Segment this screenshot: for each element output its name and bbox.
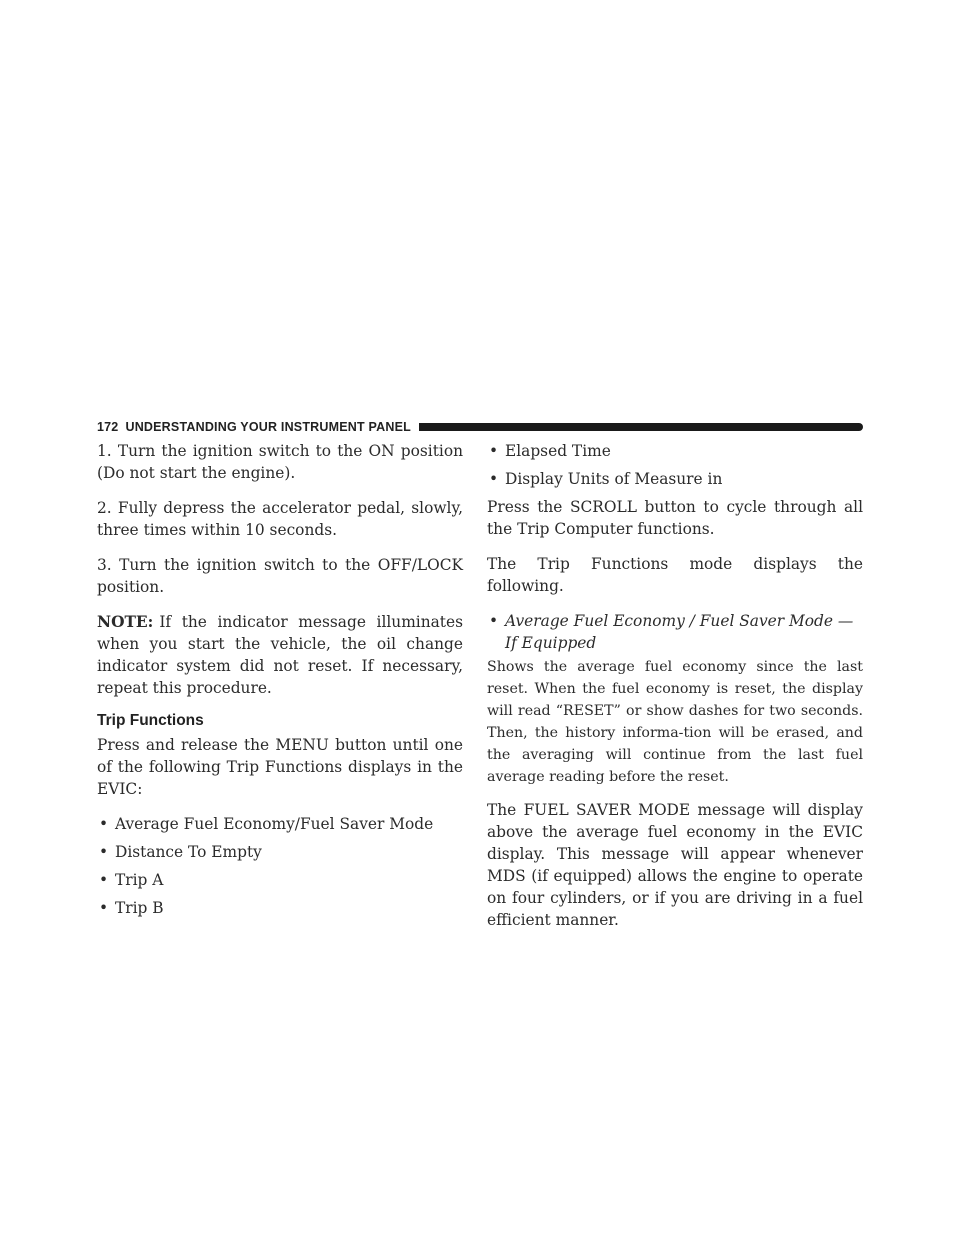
list-item: • Elapsed Time <box>487 440 863 462</box>
step-2: 2. Fully depress the accelerator pedal, slowly, three times within 10 seconds. <box>97 499 463 539</box>
right-column <box>487 440 863 944</box>
step-3: 3. Turn the ignition switch to the OFF/LOCK position. <box>97 556 463 596</box>
trip-functions-heading: Trip Functions <box>97 712 204 729</box>
trip-functions-list-continued <box>487 440 863 490</box>
page-header <box>97 419 863 435</box>
trip-functions-intro: Press and release the MENU button until one of the following Trip Functions displays in the EVIC: <box>97 736 463 798</box>
left-column <box>97 440 463 925</box>
average-fuel-economy-item: • Average Fuel Economy / Fuel Saver Mode — If Equipped <box>487 610 863 654</box>
average-fuel-economy-description: Shows the average fuel economy since the last reset. When the fuel economy is reset, the display will read “RESET” or show dashes for two seconds. Then, the history informa-tion will be erased, and the averaging will continue from the last fuel average reading before the reset. <box>487 659 863 785</box>
fuel-saver-paragraph: The FUEL SAVER MODE message will display above the average fuel economy in the EVIC display. This message will appear whenever MDS (if equipped) allows the engine to operate on four cylinders, or if you are driving in a fuel efficient manner. <box>487 801 863 929</box>
step-1: 1. Turn the ignition switch to the ON position (Do not start the engine). <box>97 442 463 482</box>
mode-paragraph: The Trip Functions mode displays the following. <box>487 555 863 595</box>
scroll-paragraph: Press the SCROLL button to cycle through all the Trip Computer functions. <box>487 498 863 538</box>
trip-functions-list <box>97 813 463 919</box>
note-text: If the indicator message illuminates when you start the vehicle, the oil change indicator system did not reset. If necessary, repeat this procedure. <box>97 613 463 697</box>
header-rule <box>419 423 863 431</box>
note-label: NOTE: <box>97 613 154 631</box>
list-item: • Distance To Empty <box>97 841 463 863</box>
mode-list <box>487 610 863 654</box>
list-item: • Display Units of Measure in <box>487 468 863 490</box>
list-item: • Trip A <box>97 869 463 891</box>
list-item: • Trip B <box>97 897 463 919</box>
list-item: • Average Fuel Economy/Fuel Saver Mode <box>97 813 463 835</box>
page-number: 172 <box>97 420 119 434</box>
note-paragraph <box>97 611 463 699</box>
section-title: UNDERSTANDING YOUR INSTRUMENT PANEL <box>125 420 411 434</box>
